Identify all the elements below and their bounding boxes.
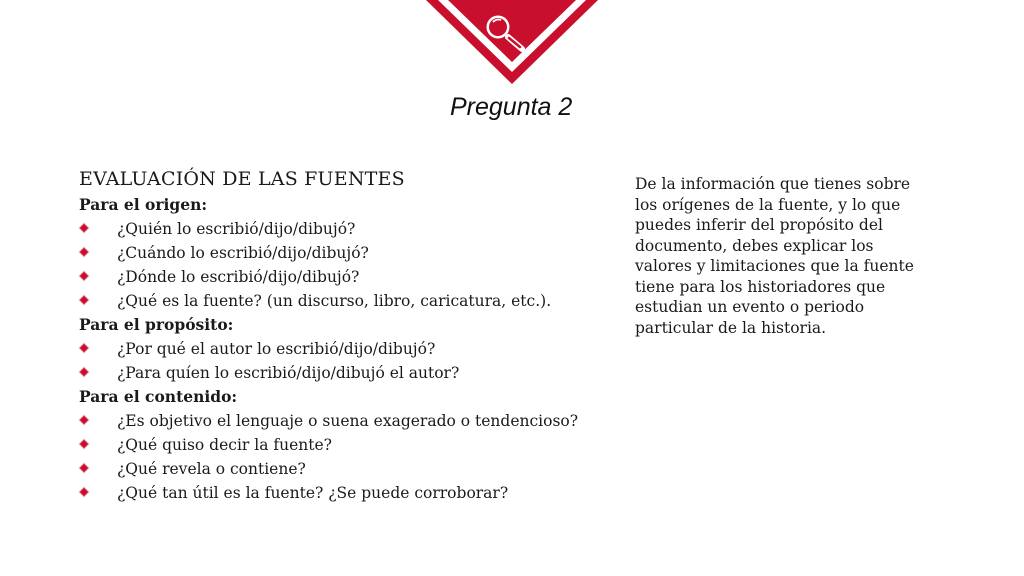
list-item-text: ¿Qué quiso decir la fuente?: [117, 436, 332, 454]
diamond-bullet-icon: [81, 345, 88, 352]
diamond-bullet-icon: [81, 273, 88, 280]
diamond-bullet-icon: [81, 417, 88, 424]
list-item: [79, 481, 619, 505]
list-item: [79, 433, 619, 457]
emblem: [424, 0, 600, 86]
diamond-bullet-icon: [81, 465, 88, 472]
group-label: Para el origen:: [79, 195, 208, 214]
list-item: [79, 409, 619, 433]
group-origin: [79, 193, 619, 313]
list-item: [79, 241, 619, 265]
group-label: Para el contenido:: [79, 387, 238, 406]
section-heading: EVALUACIÓN DE LAS FUENTES: [79, 168, 405, 190]
slide-title: Pregunta 2: [450, 93, 573, 121]
source-evaluation-section: [79, 168, 619, 505]
diamond-bullet-icon: [81, 441, 88, 448]
diamond-bullet-icon: [81, 249, 88, 256]
list-item: [79, 217, 619, 241]
diamond-bullet-icon: [81, 369, 88, 376]
explanation-paragraph: De la información que tienes sobre los orígenes de la fuente, y lo que puedes inferir del propósito del documento, debes explicar los valores y limitaciones que la fuente tiene para los historiadores que estudian un evento o periodo particular de la historia.: [635, 175, 914, 337]
list-item-text: ¿Para quíen lo escribió/dijo/dibujó el autor?: [117, 364, 460, 382]
list-item-text: ¿Dónde lo escribió/dijo/dibujó?: [117, 268, 360, 286]
list-item-text: ¿Quién lo escribió/dijo/dibujó?: [117, 220, 356, 238]
list-item: [79, 265, 619, 289]
list-item-text: ¿Cuándo lo escribió/dijo/dibujó?: [117, 244, 369, 262]
list-item: [79, 361, 619, 385]
list-item: [79, 457, 619, 481]
list-item-text: ¿Qué revela o contiene?: [117, 460, 306, 478]
list-item-text: ¿Por qué el autor lo escribió/dijo/dibujó?: [117, 340, 436, 358]
group-purpose: [79, 313, 619, 385]
list-item: [79, 289, 619, 313]
diamond-bullet-icon: [81, 225, 88, 232]
list-item-text: ¿Es objetivo el lenguaje o suena exagerado o tendencioso?: [117, 412, 579, 430]
group-label: Para el propósito:: [79, 315, 234, 334]
list-item-text: ¿Qué tan útil es la fuente? ¿Se puede corroborar?: [117, 484, 509, 502]
group-content: [79, 385, 619, 505]
list-item: [79, 337, 619, 361]
list-item-text: ¿Qué es la fuente? (un discurso, libro, caricatura, etc.).: [117, 292, 552, 310]
diamond-bullet-icon: [81, 297, 88, 304]
diamond-bullet-icon: [81, 489, 88, 496]
